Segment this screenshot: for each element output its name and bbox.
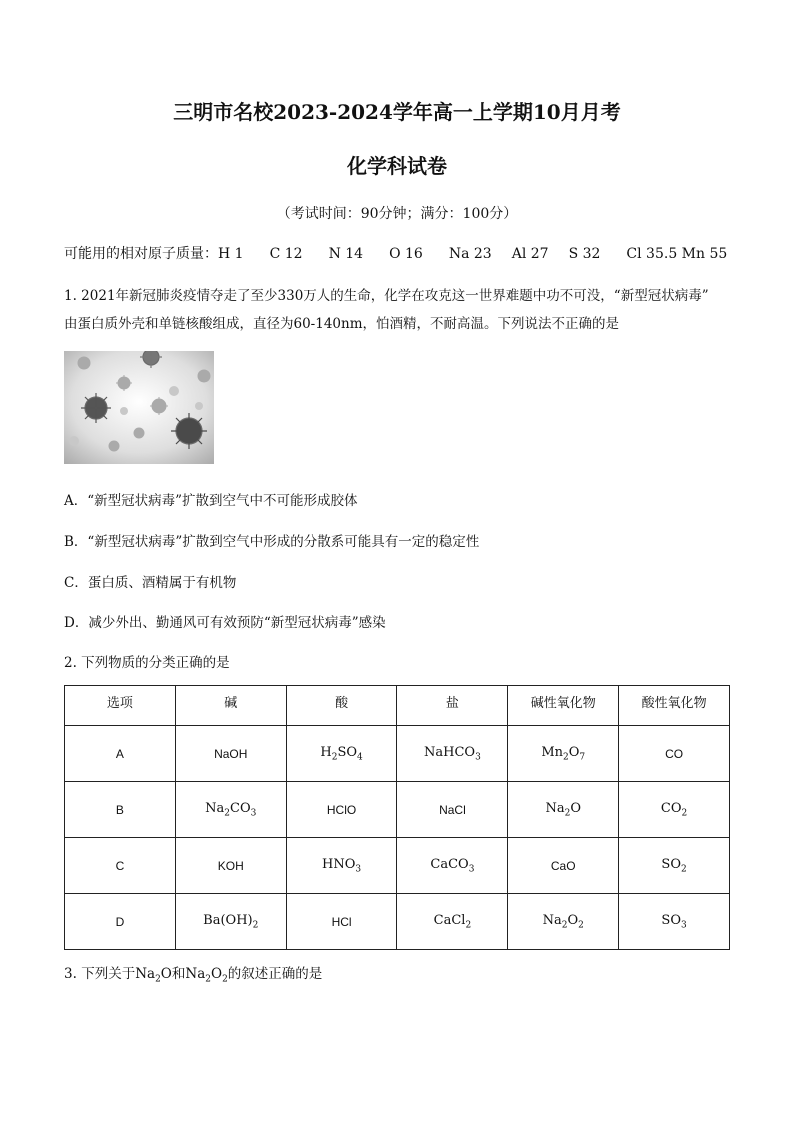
- table-row: [65, 894, 730, 950]
- table-header-row: [65, 686, 730, 726]
- exam-info: （考试时间：90分钟；满分：100分）: [276, 206, 518, 222]
- q1-option-d: D．减少外出、勤通风可有效预防“新型冠状病毒”感染: [64, 615, 386, 631]
- cell-option: B: [65, 782, 176, 838]
- cell-base: $Na_2CO_3$: [175, 782, 286, 838]
- cell-basic-oxide: $Na_2O$: [508, 782, 619, 838]
- table-row: [65, 782, 730, 838]
- mass-item: Al 27: [511, 246, 549, 262]
- header-acid: 酸: [286, 686, 397, 726]
- cell-basic-oxide: CaO: [508, 838, 619, 894]
- table-row: [65, 726, 730, 782]
- mass-item: S 32: [568, 246, 601, 262]
- cell-option: D: [65, 894, 176, 950]
- cell-salt: CaCO$_3$: [397, 838, 508, 894]
- q2-stem: 2. 下列物质的分类正确的是: [64, 655, 230, 671]
- mass-item: Cl 35.5 Mn 55: [626, 246, 728, 262]
- cell-option: A: [65, 726, 176, 782]
- cell-acidic-oxide: $SO_2$: [619, 838, 730, 894]
- q3-stem: 3. 下列关于$Na_2O$和$Na_2O_2$的叙述正确的是: [64, 966, 323, 985]
- mass-item: O 16: [389, 246, 423, 262]
- cell-basic-oxide: $Na_2O_2$: [508, 894, 619, 950]
- q1-option-c: C．蛋白质、酒精属于有机物: [64, 575, 237, 591]
- cell-base: NaOH: [175, 726, 286, 782]
- cell-acid: $HNO_3$: [286, 838, 397, 894]
- mass-item: H 1: [218, 246, 244, 262]
- cell-acidic-oxide: CO: [619, 726, 730, 782]
- cell-option: C: [65, 838, 176, 894]
- header-base: 碱: [175, 686, 286, 726]
- q1-stem-line1: 1. 2021年新冠肺炎疫情夺走了至少330万人的生命，化学在攻克这一世界难题中功不可没，“新型冠状病毒”: [64, 288, 709, 304]
- cell-acid: HClO: [286, 782, 397, 838]
- classification-table: [64, 685, 730, 950]
- q1-option-a: A．“新型冠状病毒”扩散到空气中不可能形成胶体: [64, 493, 358, 509]
- atomic-masses-label: 可能用的相对原子质量：: [64, 246, 218, 262]
- cell-salt: NaHCO$_3$: [397, 726, 508, 782]
- virus-image: [64, 351, 214, 464]
- mass-item: Na 23: [448, 246, 492, 262]
- cell-basic-oxide: $Mn_2O_7$: [508, 726, 619, 782]
- header-acidic-oxide: 酸性氧化物: [619, 686, 730, 726]
- header-basic-oxide: 碱性氧化物: [508, 686, 619, 726]
- mass-item: N 14: [328, 246, 364, 262]
- q1-option-b: B．“新型冠状病毒”扩散到空气中形成的分散系可能具有一定的稳定性: [64, 534, 480, 550]
- cell-salt: CaCl$_2$: [397, 894, 508, 950]
- header-salt: 盐: [397, 686, 508, 726]
- cell-salt: NaCl: [397, 782, 508, 838]
- exam-title: 三明市名校2023-2024学年高一上学期10月月考: [173, 100, 621, 124]
- cell-base: $Ba(OH)_2$: [175, 894, 286, 950]
- cell-acidic-oxide: $SO_3$: [619, 894, 730, 950]
- q1-stem-line2: 由蛋白质外壳和单链核酸组成，直径为60-140nm，怕酒精，不耐高温。下列说法不正确的是: [64, 316, 620, 332]
- cell-acidic-oxide: $CO_2$: [619, 782, 730, 838]
- mass-item: C 12: [269, 246, 303, 262]
- exam-subtitle: 化学科试卷: [347, 154, 447, 178]
- cell-acid: HCl: [286, 894, 397, 950]
- atomic-masses: [64, 243, 727, 263]
- cell-acid: $H_2SO_4$: [286, 726, 397, 782]
- cell-base: KOH: [175, 838, 286, 894]
- table-row: [65, 838, 730, 894]
- header-option: 选项: [65, 686, 176, 726]
